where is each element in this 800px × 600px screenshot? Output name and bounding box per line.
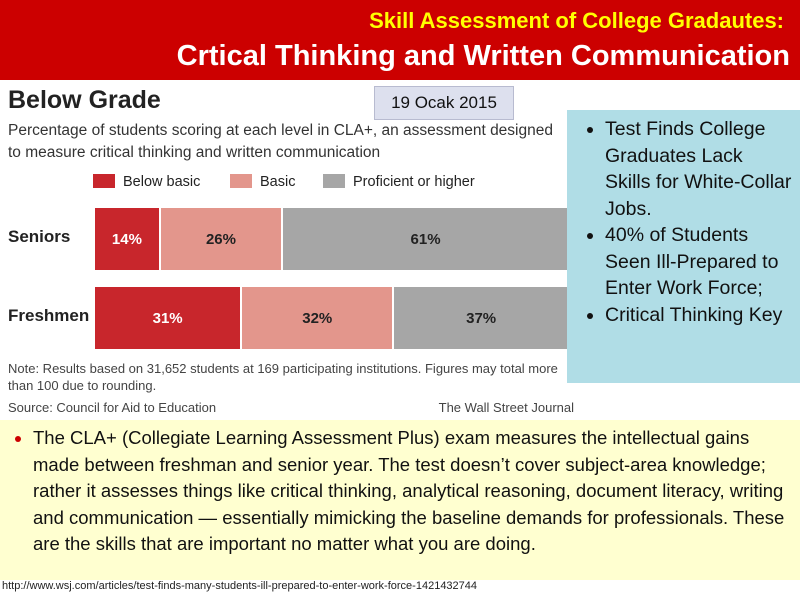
legend-swatch-below-basic bbox=[93, 174, 115, 188]
row-label-seniors: Seniors bbox=[8, 227, 71, 246]
source-url[interactable]: http://www.wsj.com/articles/test-finds-many-students-ill-prepared-to-enter-work-force-1421432744 bbox=[2, 580, 478, 592]
chart-title: Below Grade bbox=[8, 86, 161, 114]
main-text-box bbox=[0, 420, 800, 580]
bar-seniors bbox=[95, 208, 570, 270]
data-label-freshmen-basic: 32% bbox=[302, 309, 333, 327]
bar-segment-freshmen-basic bbox=[242, 287, 394, 349]
main-bullet-list bbox=[0, 420, 800, 558]
bar-segment-freshmen-proficient bbox=[394, 287, 570, 349]
bar-segment-seniors-below-basic bbox=[95, 208, 161, 270]
slide-header bbox=[0, 0, 800, 80]
side-bullet-list bbox=[567, 110, 800, 328]
legend-label-below-basic: Below basic bbox=[123, 174, 201, 190]
data-label-seniors-basic: 26% bbox=[205, 230, 236, 248]
data-label-seniors-proficient: 61% bbox=[410, 230, 441, 248]
bar-freshmen bbox=[95, 287, 570, 349]
chart-note: Note: Results based on 31,652 students at 169 participating institutions. Figures may total more than 100 due to rounding. bbox=[8, 361, 558, 393]
data-label-freshmen-proficient: 37% bbox=[466, 309, 497, 327]
side-bullet-item: • Test Finds College Graduates Lack Skills for White-Collar Jobs. bbox=[605, 116, 792, 222]
chart-publisher: The Wall Street Journal bbox=[438, 400, 574, 415]
legend-item-below-basic bbox=[93, 174, 200, 190]
main-bullet-item: • The CLA+ (Collegiate Learning Assessment Plus) exam measures the intellectual gains made between freshman and senior year. The test doesn’t cover subject-area knowledge; rather it assesses things like critical thinking, analytical reasoning, document literacy, writing and communication — essentially mimicking the baseline demands for professionals. These are the skills that are important no matter what you are doing. bbox=[33, 425, 790, 558]
side-bullet-box bbox=[567, 110, 800, 383]
bar-segment-seniors-proficient bbox=[283, 208, 570, 270]
legend-item-proficient bbox=[323, 174, 475, 190]
data-label-seniors-below-basic: 14% bbox=[111, 230, 142, 248]
chart-panel bbox=[0, 80, 580, 420]
legend-swatch-basic bbox=[230, 174, 252, 188]
header-title-line2: Crtical Thinking and Written Communication bbox=[176, 40, 790, 72]
date-badge: 19 Ocak 2015 bbox=[374, 86, 514, 120]
side-bullet-item: • 40% of Students Seen Ill-Prepared to Enter Work Force; bbox=[605, 222, 792, 302]
bar-segment-freshmen-below-basic bbox=[95, 287, 242, 349]
legend-label-proficient: Proficient or higher bbox=[353, 174, 475, 190]
side-bullet-item: • Critical Thinking Key bbox=[605, 302, 792, 329]
chart-subtitle: Percentage of students scoring at each level in CLA+, an assessment designed to measure critical thinking and written communication bbox=[8, 122, 553, 161]
row-label-freshmen: Freshmen bbox=[8, 306, 90, 325]
data-label-freshmen-below-basic: 31% bbox=[152, 309, 183, 327]
legend-item-basic bbox=[230, 174, 295, 190]
header-title-line1: Skill Assessment of College Gradautes: bbox=[369, 8, 784, 33]
bar-segment-seniors-basic bbox=[161, 208, 283, 270]
legend-swatch-proficient bbox=[323, 174, 345, 188]
chart-source: Source: Council for Aid to Education bbox=[8, 400, 217, 415]
legend-label-basic: Basic bbox=[260, 174, 296, 190]
